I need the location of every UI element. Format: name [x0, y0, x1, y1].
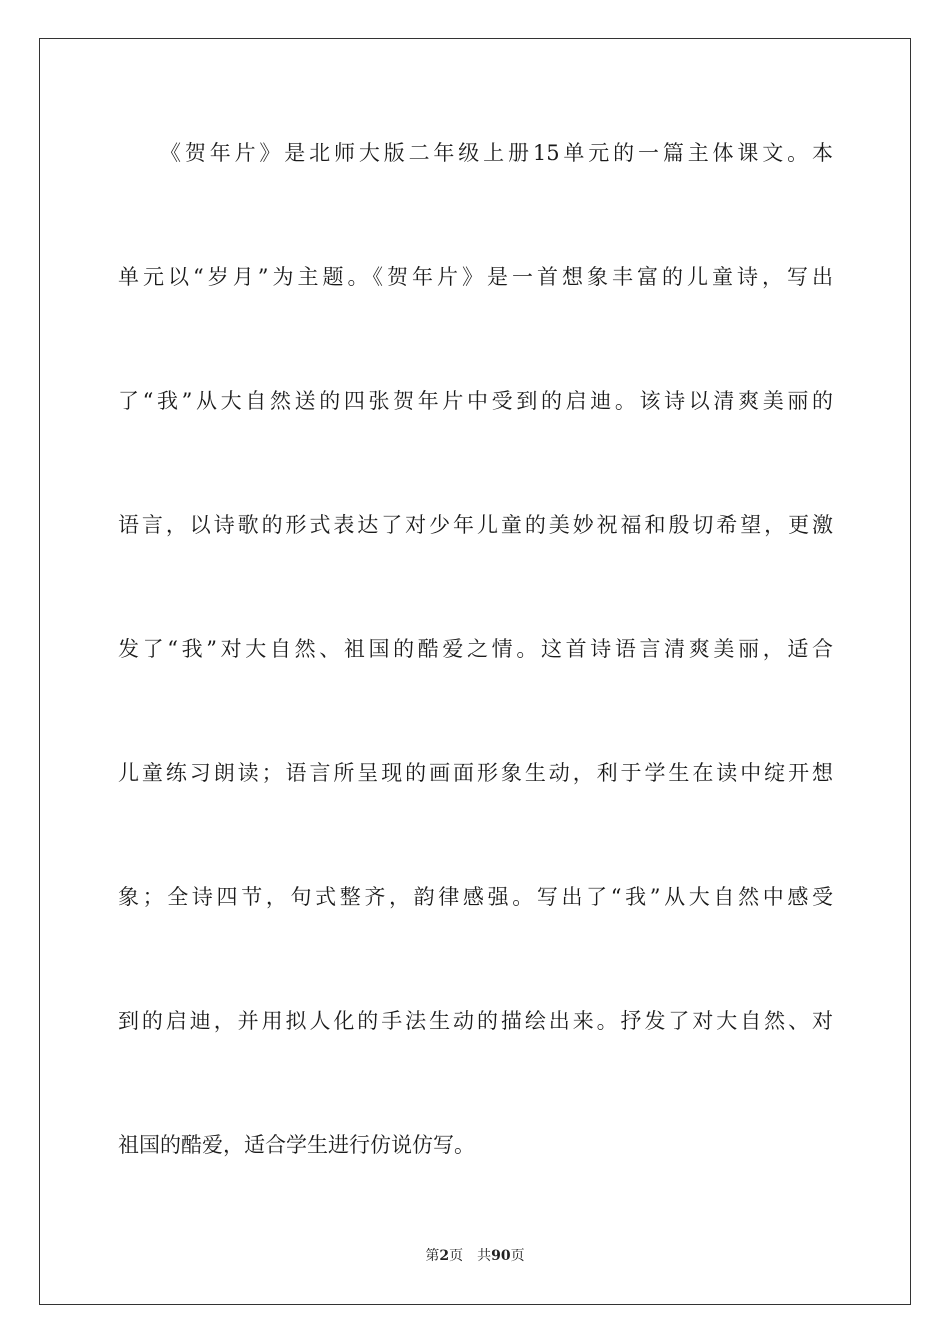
paragraph-line-2: 单元以“岁月”为主题。《贺年片》是一首想象丰富的儿童诗，写出	[118, 265, 833, 289]
page-footer	[0, 1247, 950, 1265]
paragraph-line-8: 到的启迪，并用拟人化的手法生动的描绘出来。抒发了对大自然、对	[118, 1009, 833, 1033]
paragraph-line-4: 语言，以诗歌的形式表达了对少年儿童的美妙祝福和殷切希望，更激	[118, 513, 833, 537]
total-pages-label: 共90页	[477, 1248, 525, 1264]
page-border	[39, 38, 911, 1305]
paragraph-line-7: 象；全诗四节，句式整齐，韵律感强。写出了“我”从大自然中感受	[118, 885, 833, 909]
paragraph-line-1: 《贺年片》是北师大版二年级上册15单元的一篇主体课文。本	[160, 141, 833, 165]
paragraph-line-6: 儿童练习朗读；语言所呈现的画面形象生动，利于学生在读中绽开想	[118, 761, 833, 785]
page-number-label: 第2页	[425, 1248, 464, 1264]
paragraph-line-9: 祖国的酷爱，适合学生进行仿说仿写。	[118, 1133, 475, 1157]
paragraph-line-5: 发了“我”对大自然、祖国的酷爱之情。这首诗语言清爽美丽，适合	[118, 637, 833, 661]
paragraph-line-3: 了“我”从大自然送的四张贺年片中受到的启迪。该诗以清爽美丽的	[118, 389, 833, 413]
